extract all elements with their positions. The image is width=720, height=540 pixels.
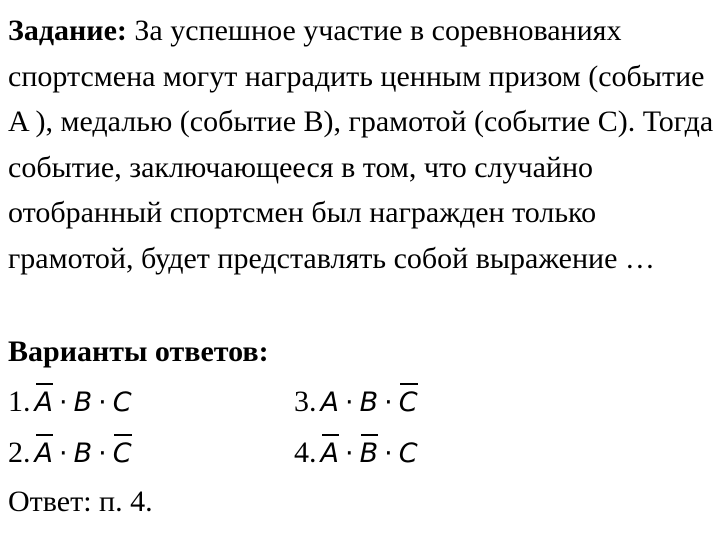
event-a: A <box>320 387 339 418</box>
multiply-operator: · <box>98 387 107 418</box>
option-expression <box>35 387 132 418</box>
event-c: C <box>112 387 132 418</box>
multiply-operator: · <box>58 438 68 469</box>
event-c: C <box>398 438 418 469</box>
multiply-operator: · <box>344 387 354 418</box>
event-b: B <box>73 438 93 469</box>
option-expression <box>35 438 132 469</box>
option-expression <box>321 438 418 469</box>
multiply-operator: · <box>384 438 393 469</box>
option-number: 3. <box>294 385 317 418</box>
event-b: B <box>73 387 93 418</box>
answer-option-3 <box>294 381 418 423</box>
event-complement-c: C <box>399 381 418 423</box>
option-number: 4. <box>294 436 317 469</box>
event-complement-b: B <box>360 432 379 474</box>
option-number: 1. <box>8 385 31 418</box>
answer-option-2 <box>8 432 132 474</box>
answer-text: Ответ: п. 4. <box>8 485 153 518</box>
task-text: За успешное участие в соревнованиях спортсмена могут наградить ценным призом (событие A ), медалью (событие B), грамотой (событие C). Тогда событие, заключающееся в том, что случайно отобранный спортсмен был награжден только грамотой, будет представлять собой выражение … <box>8 14 714 275</box>
multiply-operator: · <box>344 438 354 469</box>
event-complement-a: A <box>321 432 339 474</box>
event-complement-c: C <box>113 432 132 474</box>
event-complement-a: A <box>35 381 53 423</box>
event-b: B <box>359 387 379 418</box>
answer-option-1 <box>8 381 132 423</box>
option-expression <box>321 387 418 418</box>
multiply-operator: · <box>58 387 68 418</box>
option-number: 2. <box>8 436 31 469</box>
task-statement <box>8 8 714 281</box>
event-complement-a: A <box>35 432 53 474</box>
variants-title: Варианты ответов: <box>8 335 269 368</box>
multiply-operator: · <box>98 438 107 469</box>
task-label: Задание: <box>8 14 127 47</box>
answer-option-4 <box>294 432 418 474</box>
multiply-operator: · <box>384 387 393 418</box>
